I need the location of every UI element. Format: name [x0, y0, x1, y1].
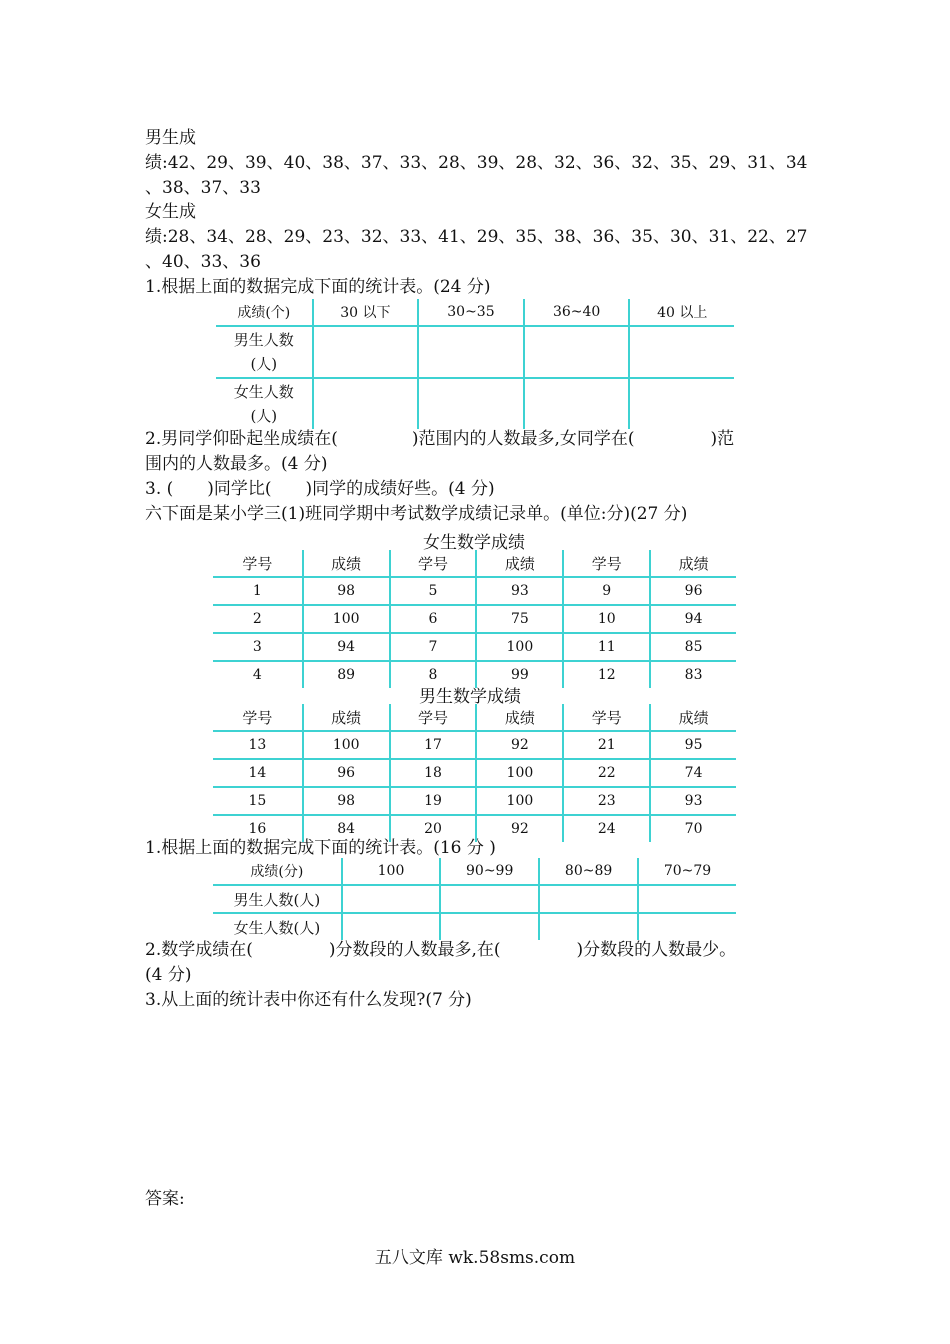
- student-id-cell: 5: [390, 577, 477, 605]
- student-id-cell: 10: [563, 605, 650, 633]
- student-id-cell: 11: [563, 633, 650, 661]
- header-cell: 30~35: [418, 299, 524, 326]
- question-1-2: [145, 428, 734, 450]
- score-cell: 70: [684, 821, 703, 837]
- stat-table-situps: [216, 299, 734, 429]
- student-id-cell: 3: [213, 633, 303, 661]
- student-id-cell: 18: [390, 759, 477, 787]
- answer-cell[interactable]: [440, 913, 539, 940]
- question-1-1: 1.根据上面的数据完成下面的统计表。(24 分): [145, 277, 491, 297]
- boys-scores-line2: 、38、37、33: [145, 178, 261, 198]
- table-header-row: [213, 704, 736, 731]
- row-label-unit: (人): [250, 355, 278, 373]
- table-row: [213, 731, 736, 759]
- score-cell: 83: [684, 667, 703, 683]
- girls-scores-line1: 绩:28、34、28、29、23、32、33、41、29、35、38、36、35、30、31、22、27: [145, 227, 808, 247]
- student-id-cell: 13: [213, 731, 303, 759]
- question-2-3: 3.从上面的统计表中你还有什么发现?(7 分): [145, 990, 472, 1010]
- score-cell: 94: [303, 633, 390, 661]
- q2-part-b: )范围内的人数最多,女同学在(: [411, 429, 635, 449]
- header-cell: 成绩(分): [213, 858, 342, 885]
- table-row: [213, 605, 736, 633]
- student-id-cell: 19: [390, 787, 477, 815]
- stat-table-math: [213, 858, 736, 940]
- q2-part-c: )范: [710, 429, 735, 449]
- student-id-cell: 4: [213, 661, 303, 688]
- header-cell: 100: [342, 858, 440, 885]
- question-2-2: [145, 939, 736, 961]
- q3-part-a: 3. (: [145, 479, 174, 499]
- table-header-row: [213, 858, 736, 885]
- score-cell: 93: [650, 787, 736, 815]
- q3-part-b: )同学比(: [207, 479, 272, 499]
- row-label-boys: [216, 326, 313, 378]
- q2-part-b: )分数段的人数最多,在(: [328, 940, 501, 960]
- score-cell: 100: [476, 759, 563, 787]
- table-row: [213, 787, 736, 815]
- score-cell: 75: [476, 605, 563, 633]
- row-label-text: 男生人数: [233, 331, 294, 349]
- table-row: [213, 633, 736, 661]
- table-header-row: [213, 550, 736, 577]
- header-cell: 36~40: [524, 299, 630, 326]
- table-row: [216, 378, 734, 429]
- score-cell: 96: [650, 577, 736, 605]
- student-id-cell: 22: [563, 759, 650, 787]
- header-cell: 40 以上: [629, 299, 734, 326]
- score-cell: 92: [476, 731, 563, 759]
- score-cell: 99: [476, 661, 563, 688]
- header-cell: 成绩: [303, 550, 390, 577]
- question-2-2-line2: (4 分): [145, 965, 192, 985]
- student-id-cell: 17: [390, 731, 477, 759]
- student-id-cell: 12: [563, 661, 650, 688]
- answer-cell[interactable]: [524, 326, 630, 378]
- answer-cell[interactable]: [539, 913, 638, 940]
- score-cell: 98: [303, 577, 390, 605]
- header-cell: 成绩: [476, 704, 563, 731]
- boys-scores-line1: 绩:42、29、39、40、38、37、33、28、39、28、32、36、32、35、29、31、34: [145, 153, 808, 173]
- student-id-cell: 21: [563, 731, 650, 759]
- question-1-2-line2: 围内的人数最多。(4 分): [145, 454, 328, 474]
- header-cell: 学号: [563, 704, 650, 731]
- answer-cell[interactable]: [638, 913, 736, 940]
- header-cell: 学号: [213, 704, 303, 731]
- answer-cell[interactable]: [638, 885, 736, 913]
- header-cell: 成绩: [303, 704, 390, 731]
- student-id-cell: 16: [213, 815, 303, 842]
- student-id-cell: 14: [213, 759, 303, 787]
- row-label-girls: 女生人数(人): [213, 913, 342, 940]
- q2-part-a: 2.数学成绩在(: [145, 940, 253, 960]
- score-cell: 96: [303, 759, 390, 787]
- score-cell: 94: [650, 605, 736, 633]
- header-cell: 成绩: [476, 550, 563, 577]
- answer-cell[interactable]: [342, 913, 440, 940]
- student-id-cell: 8: [390, 661, 477, 688]
- boys-table-title: 男生数学成绩: [419, 687, 521, 707]
- row-label-girls: [216, 378, 313, 429]
- student-id-cell: 20: [390, 815, 477, 842]
- header-cell: 70~79: [638, 858, 736, 885]
- answer-cell[interactable]: [524, 378, 630, 429]
- answer-cell[interactable]: [342, 885, 440, 913]
- q2-part-a: 2.男同学仰卧起坐成绩在(: [145, 429, 338, 449]
- header-cell: 学号: [390, 550, 477, 577]
- girls-label: 女生成: [145, 202, 196, 222]
- section-2-intro: 六下面是某小学三(1)班同学期中考试数学成绩记录单。(单位:分)(27 分): [145, 504, 688, 524]
- score-cell: 98: [303, 787, 390, 815]
- student-id-cell: 9: [563, 577, 650, 605]
- table-row: [216, 326, 734, 378]
- table-row: [213, 759, 736, 787]
- boys-label: 男生成: [145, 128, 196, 148]
- q3-part-c: )同学的成绩好些。(4 分): [305, 479, 495, 499]
- score-cell: 89: [303, 661, 390, 688]
- row-label-text: 女生人数: [233, 383, 294, 401]
- score-cell: 74: [650, 759, 736, 787]
- student-id-cell: 2: [213, 605, 303, 633]
- question-1-3: [145, 478, 495, 500]
- header-cell: 成绩(个): [216, 299, 313, 326]
- header-cell: 学号: [563, 550, 650, 577]
- score-cell: 95: [650, 731, 736, 759]
- answer-cell[interactable]: [440, 885, 539, 913]
- student-id-cell: 1: [213, 577, 303, 605]
- header-cell: 30 以下: [313, 299, 419, 326]
- score-cell: 100: [303, 605, 390, 633]
- table-row: [213, 913, 736, 940]
- student-id-cell: 23: [563, 787, 650, 815]
- girls-score-table: [213, 550, 736, 688]
- score-cell: 92: [476, 815, 563, 842]
- header-cell: 学号: [390, 704, 477, 731]
- header-cell: 90~99: [440, 858, 539, 885]
- student-id-cell: 7: [390, 633, 477, 661]
- answer-label: 答案:: [145, 1189, 185, 1209]
- score-cell: 85: [650, 633, 736, 661]
- table-row: [213, 885, 736, 913]
- answer-cell[interactable]: [418, 378, 524, 429]
- score-cell: 93: [476, 577, 563, 605]
- row-label-boys: 男生人数(人): [213, 885, 342, 913]
- girls-scores-line2: 、40、33、36: [145, 252, 261, 272]
- table-header-row: [216, 299, 734, 326]
- score-cell: 100: [476, 633, 563, 661]
- answer-cell[interactable]: [313, 326, 419, 378]
- answer-cell[interactable]: [313, 378, 419, 429]
- q2-part-c: )分数段的人数最少。: [576, 940, 737, 960]
- score-cell: 84: [303, 815, 390, 842]
- score-cell: 100: [303, 731, 390, 759]
- student-id-cell: 15: [213, 787, 303, 815]
- answer-cell[interactable]: [539, 885, 638, 913]
- header-cell: 成绩: [650, 704, 736, 731]
- answer-cell[interactable]: [629, 378, 734, 429]
- table-row: [213, 577, 736, 605]
- answer-cell[interactable]: [629, 326, 734, 378]
- boys-score-table: [213, 704, 736, 842]
- header-cell: 成绩: [650, 550, 736, 577]
- girls-table-title: 女生数学成绩: [423, 533, 525, 553]
- header-cell: 学号: [213, 550, 303, 577]
- student-id-cell: 24: [563, 815, 650, 842]
- header-cell: 80~89: [539, 858, 638, 885]
- answer-cell[interactable]: [418, 326, 524, 378]
- row-label-unit: (人): [250, 407, 278, 425]
- question-2-1: 1.根据上面的数据完成下面的统计表。(16 分 ): [145, 838, 496, 858]
- score-cell: 100: [476, 787, 563, 815]
- student-id-cell: 6: [390, 605, 477, 633]
- footer-watermark: 五八文库 wk.58sms.com: [374, 1248, 576, 1268]
